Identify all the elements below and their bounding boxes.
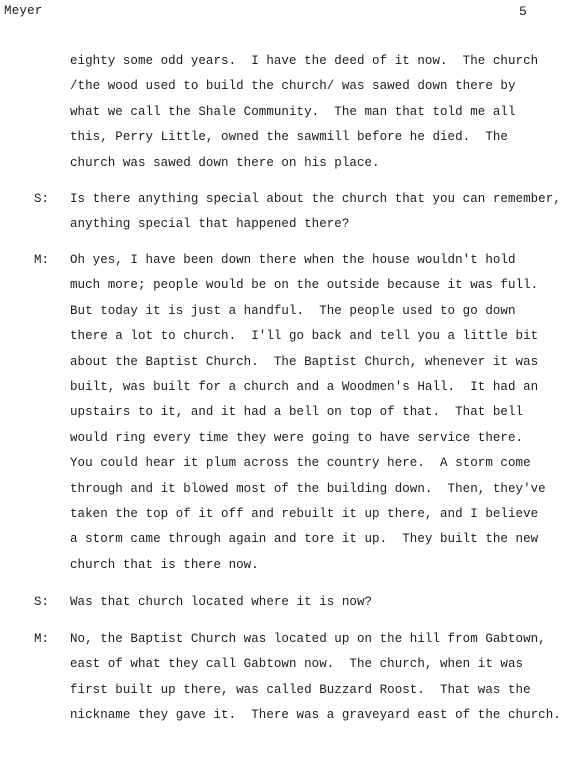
text-line: anything special that happened there? bbox=[70, 217, 350, 232]
text-line: built, was built for a church and a Woodmen's Hall. It had an bbox=[70, 379, 539, 394]
interviewee-name-header: Meyer bbox=[4, 4, 43, 18]
text-line: taken the top of it off and rebuilt it up there, and I believe bbox=[70, 506, 539, 521]
page-number: 5 bbox=[519, 4, 527, 19]
text-line: through and it blowed most of the building down. Then, they've bbox=[70, 481, 546, 496]
text-line: upstairs to it, and it had a bell on top of that. That bell bbox=[70, 405, 524, 420]
text-line: You could hear it plum across the country here. A storm come bbox=[70, 456, 531, 471]
speaker-label: M: bbox=[34, 253, 50, 267]
text-line: Is there anything special about the church that you can remember, bbox=[70, 192, 561, 206]
transcript-paragraph bbox=[70, 590, 578, 615]
text-line: this, Perry Little, owned the sawmill before he died. The bbox=[70, 130, 508, 145]
text-line: what we call the Shale Community. The man that told me all bbox=[70, 104, 516, 119]
speaker-label: M: bbox=[34, 632, 50, 646]
text-line: church was sawed down there on his place. bbox=[70, 155, 380, 170]
transcript-paragraph bbox=[70, 49, 578, 176]
text-line: would ring every time they were going to have service there. bbox=[70, 430, 524, 445]
text-line: Was that church located where it is now? bbox=[70, 595, 373, 609]
text-line: church that is there now. bbox=[70, 557, 259, 572]
text-line: much more; people would be on the outside because it was full. bbox=[70, 278, 539, 293]
text-line: Oh yes, I have been down there when the house wouldn't hold bbox=[70, 253, 516, 267]
text-line: a storm came through again and tore it up. They built the new bbox=[70, 532, 539, 547]
speaker-label: S: bbox=[34, 192, 50, 206]
text-line: But today it is just a handful. The people used to go down bbox=[70, 303, 516, 318]
text-line: east of what they call Gabtown now. The church, when it was bbox=[70, 657, 524, 672]
speaker-label: S: bbox=[34, 595, 50, 609]
text-line: /the wood used to build the church/ was sawed down there by bbox=[70, 79, 516, 94]
transcript-paragraph bbox=[70, 248, 578, 578]
text-line: there a lot to church. I'll go back and tell you a little bit bbox=[70, 329, 539, 344]
transcript-paragraph bbox=[70, 187, 578, 238]
text-line: first built up there, was called Buzzard Roost. That was the bbox=[70, 682, 531, 697]
text-line: No, the Baptist Church was located up on the hill from Gabtown, bbox=[70, 632, 546, 646]
transcript-paragraph bbox=[70, 627, 578, 729]
text-line: eighty some odd years. I have the deed of it now. The church bbox=[70, 54, 539, 68]
text-line: nickname they gave it. There was a graveyard east of the church. bbox=[70, 708, 561, 723]
text-line: about the Baptist Church. The Baptist Church, whenever it was bbox=[70, 354, 539, 369]
